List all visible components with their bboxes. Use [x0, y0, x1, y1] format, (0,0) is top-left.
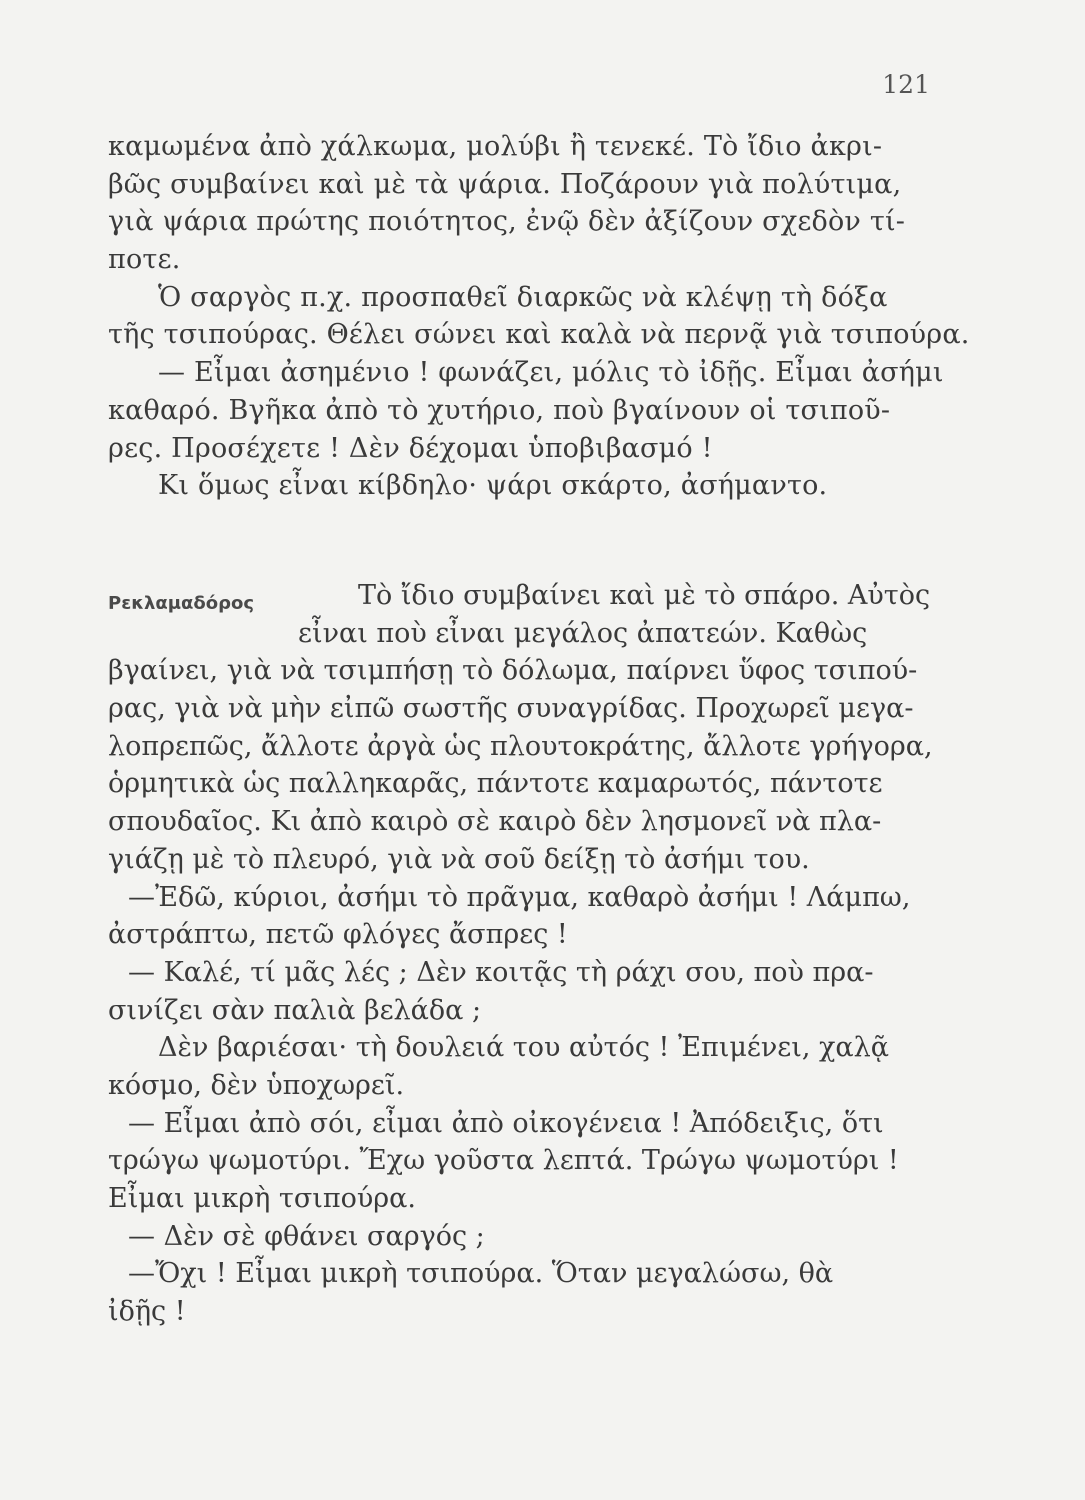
text-line: σπουδαῖος. Κι ἀπὸ καιρὸ σὲ καιρὸ δὲν λησμονεῖ νὰ πλα-	[108, 806, 882, 838]
text-line: ἰδῇς !	[108, 1296, 186, 1328]
text-line: Εἶμαι μικρὴ τσιπούρα.	[108, 1183, 416, 1214]
text-line: —Ἐδῶ, κύριοι, ἀσήμι τὸ πρᾶγμα, καθαρὸ ἀσήμι ! Λάμπω,	[128, 881, 911, 913]
text-line: — Εἶμαι ἀσημένιο ! φωνάζει, μόλις τὸ ἰδῇς. Εἶμαι ἀσήμι	[158, 357, 944, 389]
text-line: Ὁ σαργὸς π.χ. προσπαθεῖ διαρκῶς νὰ κλέψῃ τὴ δόξα	[158, 281, 888, 313]
text-line: — Δὲν σὲ φθάνει σαργός ;	[128, 1220, 485, 1252]
text-line: — Εἶμαι ἀπὸ σόι, εἶμαι ἀπὸ οἰκογένεια ! Ἀπόδειξις, ὅτι	[128, 1107, 884, 1139]
text-line: τρώγω ψωμοτύρι. Ἔχω γοῦστα λεπτά. Τρώγω ψωμοτύρι !	[108, 1145, 899, 1177]
text-line: βῶς συμβαίνει καὶ μὲ τὰ ψάρια. Ποζάρουν γιὰ πολύτιμα,	[108, 168, 902, 200]
text-line: λοπρεπῶς, ἄλλοτε ἀργὰ ὡς πλουτοκράτης, ἄλλοτε γρήγορα,	[108, 730, 933, 762]
text-line: σινίζει σὰν παλιὰ βελάδα ;	[108, 994, 482, 1026]
text-line: εἶναι ποὺ εἶναι μεγάλος ἀπατεών. Καθὼς	[298, 617, 868, 649]
text-line: ρας, γιὰ νὰ μὴν εἰπῶ σωστῆς συναγρίδας. Προχωρεῖ μεγα-	[108, 693, 914, 725]
text-line: γιάζῃ μὲ τὸ πλευρό, γιὰ νὰ σοῦ δείξῃ τὸ ἀσήμι του.	[108, 843, 810, 875]
text-line: ποτε.	[108, 244, 181, 276]
text-line: βγαίνει, γιὰ νὰ τσιμπήσῃ τὸ δόλωμα, παίρνει ὕφος τσιπού-	[108, 655, 918, 687]
text-line: —Ὄχι ! Εἶμαι μικρὴ τσιπούρα. Ὅταν μεγαλώσω, θὰ	[128, 1258, 834, 1290]
text-line: καμωμένα ἀπὸ χάλκωμα, μολύβι ἢ τενεκέ. Τὸ ἴδιο ἀκρι-	[108, 131, 883, 162]
text-line: Τὸ ἴδιο συμβαίνει καὶ μὲ τὸ σπάρο. Αὐτὸς	[358, 580, 931, 611]
marginal-label: Ρεκλαμαδόρος	[108, 593, 255, 614]
text-line: ἀστράπτω, πετῶ φλόγες ἄσπρες !	[108, 919, 568, 951]
text-line: γιὰ ψάρια πρώτης ποιότητος, ἐνῷ δὲν ἀξίζουν σχεδὸν τί-	[108, 206, 906, 238]
text-line: Δὲν βαριέσαι· τὴ δουλειά του αὐτός ! Ἐπιμένει, χαλᾷ	[158, 1032, 889, 1064]
text-line: τῆς τσιπούρας. Θέλει σώνει καὶ καλὰ νὰ περνᾷ γιὰ τσιπούρα.	[108, 319, 970, 351]
text-line: ὁρμητικὰ ὡς παλληκαρᾶς, πάντοτε καμαρωτός, πάντοτε	[108, 768, 883, 800]
text-line: καθαρό. Βγῆκα ἀπὸ τὸ χυτήριο, ποὺ βγαίνουν οἱ τσιποῦ-	[108, 394, 891, 426]
text-line: Κι ὅμως εἶναι κίβδηλο· ψάρι σκάρτο, ἀσήμαντο.	[158, 470, 828, 502]
text-line: — Καλέ, τί μᾶς λές ; Δὲν κοιτᾷς τὴ ράχι σου, ποὺ πρα-	[128, 956, 874, 988]
text-line: ρες. Προσέχετε ! Δὲν δέχομαι ὑποβιβασμό !	[108, 432, 713, 464]
page-number: 121	[882, 70, 930, 99]
text-line: κόσμο, δὲν ὑποχωρεῖ.	[108, 1069, 405, 1101]
paragraph-block-2	[108, 577, 932, 1331]
paragraph-block-1	[108, 128, 970, 505]
